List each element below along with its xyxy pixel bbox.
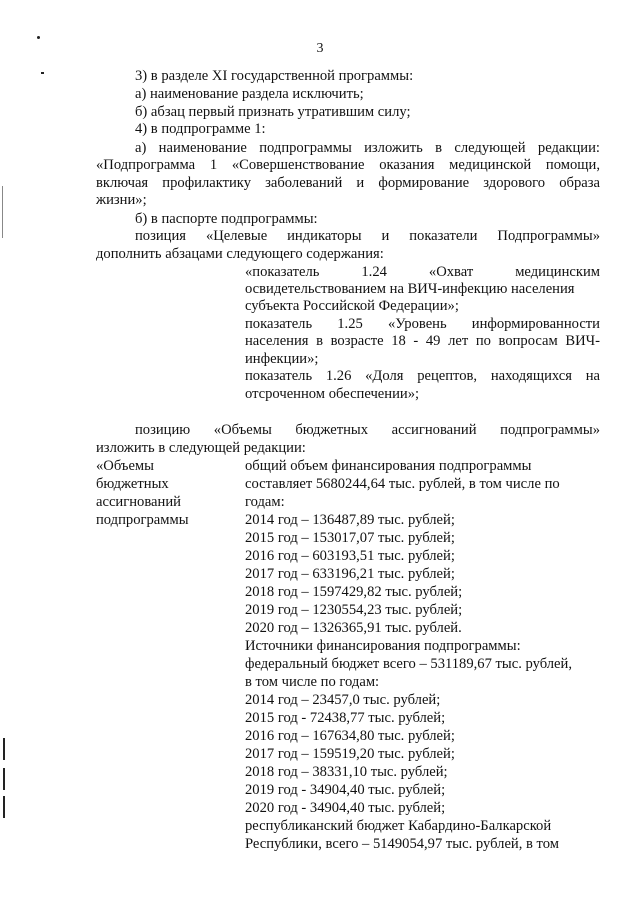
indicator-line: отсроченном обеспечении»; — [245, 386, 420, 402]
budget-line: составляет 5680244,64 тыс. рублей, в том числе по — [245, 476, 560, 492]
page-number: 3 — [316, 41, 324, 56]
scan-dot — [41, 72, 44, 74]
text-line: б) в паспорте подпрограммы: — [135, 211, 318, 227]
budget-line: общий объем финансирования подпрограммы — [245, 458, 532, 474]
text-line: позиция «Целевые индикаторы и показатели Подпрограммы» — [135, 228, 600, 244]
budget-line: 2018 год – 1597429,82 тыс. рублей; — [245, 584, 463, 600]
budget-line: Источники финансирования подпрограммы: — [245, 638, 521, 654]
budget-line: 2017 год – 633196,21 тыс. рублей; — [245, 566, 455, 582]
scan-mark — [3, 738, 5, 760]
budget-line: 2019 год – 1230554,23 тыс. рублей; — [245, 602, 463, 618]
budget-label: «Объемы — [96, 458, 154, 474]
budget-line: годам: — [245, 494, 285, 510]
indicator-line: «показатель 1.24 «Охват медицинским — [245, 264, 600, 280]
scan-dot — [37, 36, 40, 39]
indicator-line: показатель 1.26 «Доля рецептов, находящихся на — [245, 368, 600, 384]
text-line: а) наименование раздела исключить; — [135, 86, 364, 102]
text-line: дополнить абзацами следующего содержания: — [96, 246, 384, 262]
budget-line: 2016 год – 603193,51 тыс. рублей; — [245, 548, 455, 564]
budget-line: 2016 год – 167634,80 тыс. рублей; — [245, 728, 455, 744]
text-line: позицию «Объемы бюджетных ассигнований подпрограммы» — [135, 422, 600, 438]
text-line: б) абзац первый признать утратившим силу; — [135, 104, 411, 120]
scan-mark — [2, 186, 3, 238]
budget-line: 2020 год - 34904,40 тыс. рублей; — [245, 800, 446, 816]
scan-mark — [3, 768, 5, 790]
budget-line: 2020 год – 1326365,91 тыс. рублей. — [245, 620, 462, 636]
budget-line: 2014 год – 23457,0 тыс. рублей; — [245, 692, 441, 708]
text-line: изложить в следующей редакции: — [96, 440, 306, 456]
indicator-line: инфекции»; — [245, 351, 319, 367]
text-line: жизни»; — [96, 192, 147, 208]
budget-line: в том числе по годам: — [245, 674, 380, 690]
budget-line: 2015 год - 72438,77 тыс. рублей; — [245, 710, 446, 726]
indicator-line: освидетельствованием на ВИЧ-инфекцию населения — [245, 281, 575, 297]
text-line: 3) в разделе XI государственной программы: — [135, 68, 414, 84]
indicator-line: субъекта Российской Федерации»; — [245, 298, 459, 314]
text-line: а) наименование подпрограммы изложить в следующей редакции: — [135, 140, 600, 156]
budget-line: 2018 год – 38331,10 тыс. рублей; — [245, 764, 448, 780]
budget-line: 2017 год – 159519,20 тыс. рублей; — [245, 746, 455, 762]
budget-line: федеральный бюджет всего – 531189,67 тыс. рублей, — [245, 656, 572, 672]
budget-line: 2014 год – 136487,89 тыс. рублей; — [245, 512, 455, 528]
budget-label: подпрограммы — [96, 512, 189, 528]
budget-line: 2015 год – 153017,07 тыс. рублей; — [245, 530, 455, 546]
indicator-line: населения в возрасте 18 - 49 лет по вопросам ВИЧ- — [245, 333, 600, 349]
budget-line: республиканский бюджет Кабардино-Балкарской — [245, 818, 552, 834]
budget-label: ассигнований — [96, 494, 181, 510]
indicator-line: показатель 1.25 «Уровень информированности — [245, 316, 600, 332]
budget-line: Республики, всего – 5149054,97 тыс. рублей, в том — [245, 836, 559, 852]
budget-label: бюджетных — [96, 476, 169, 492]
text-line: включая профилактику заболеваний и формирование здорового образа — [96, 175, 600, 191]
scan-mark — [3, 796, 5, 818]
text-line: «Подпрограмма 1 «Совершенствование оказания медицинской помощи, — [96, 157, 600, 173]
budget-line: 2019 год - 34904,40 тыс. рублей; — [245, 782, 446, 798]
text-line: 4) в подпрограмме 1: — [135, 121, 266, 137]
